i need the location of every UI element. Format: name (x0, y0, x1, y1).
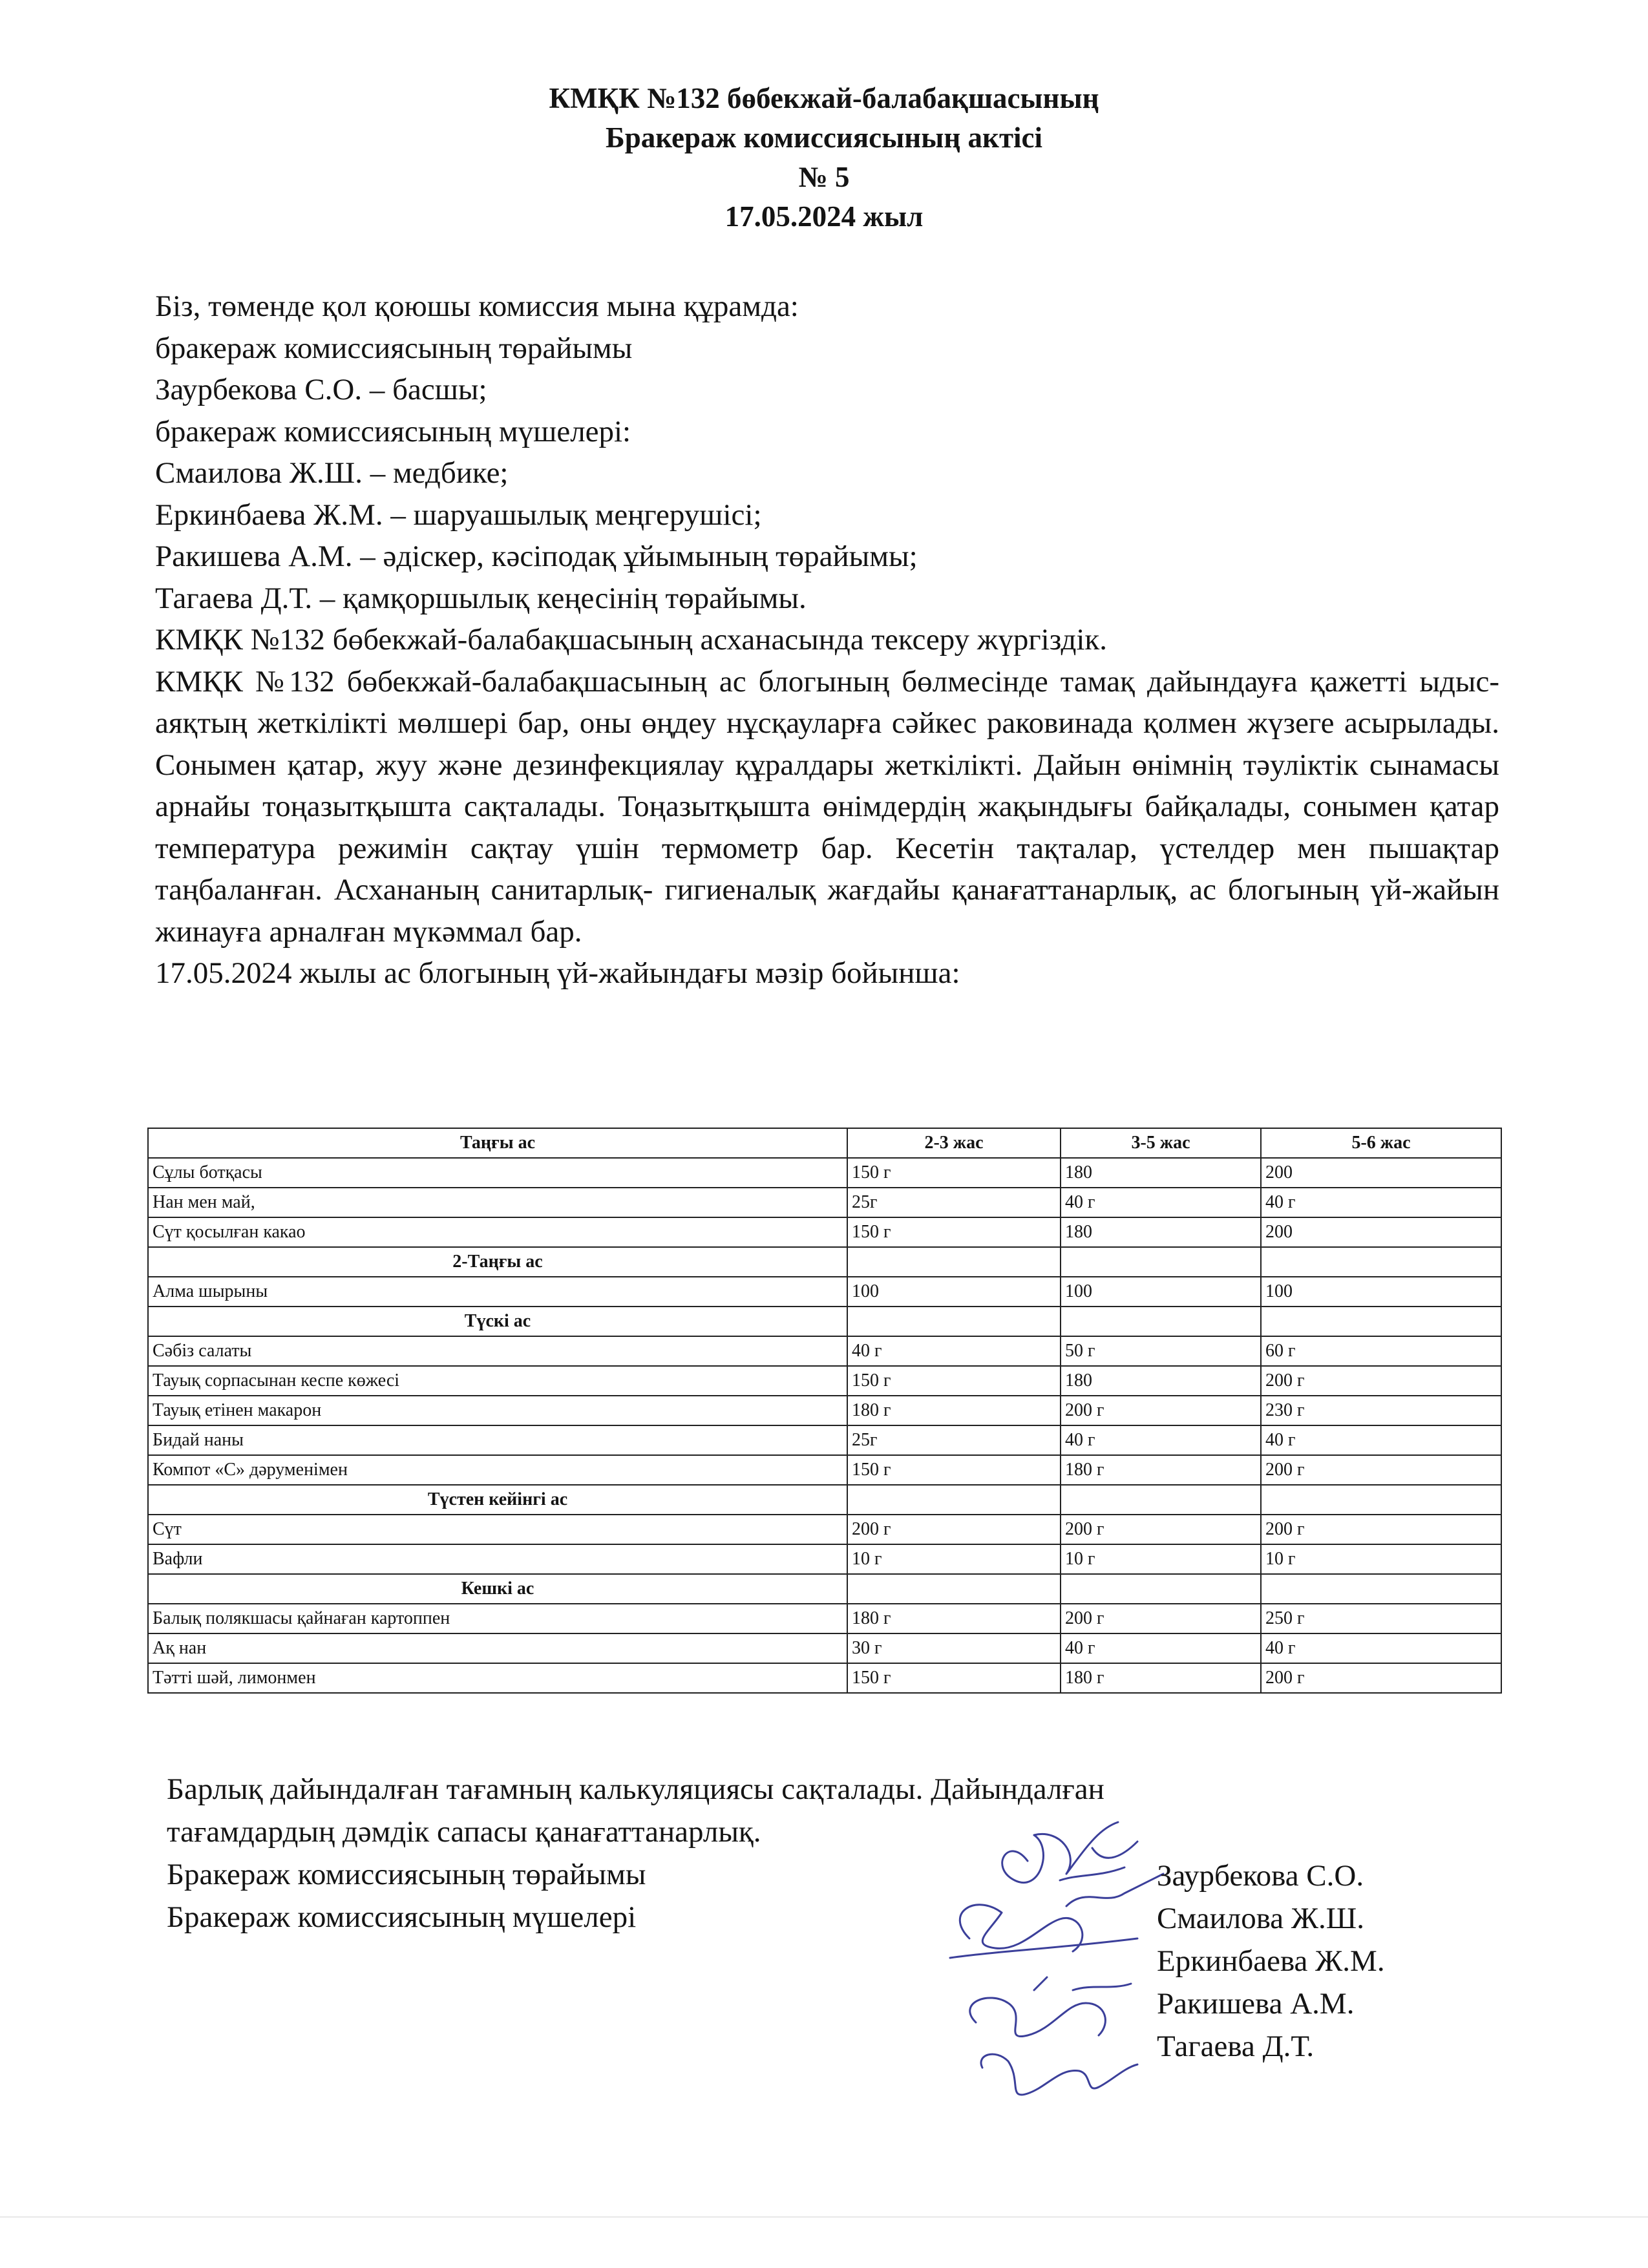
portion-5-6: 230 г (1261, 1396, 1501, 1425)
act-title: Бракераж комиссиясының актісі (605, 121, 1043, 154)
table-row (148, 1515, 1501, 1544)
portion-3-5: 200 г (1061, 1396, 1261, 1425)
portion-5-6: 40 г (1261, 1188, 1501, 1217)
dish-name: Компот «С» дәруменімен (148, 1455, 847, 1485)
portion-5-6: 200 г (1261, 1663, 1501, 1693)
table-row (148, 1544, 1501, 1574)
column-header: 2-3 жас (847, 1128, 1061, 1158)
intro-line: КМҚК №132 бөбекжай-балабақшасының асханасында тексеру жүргіздік. (155, 623, 1107, 656)
closing-line: Барлық дайындалған тағамның калькуляциясы сақталады. Дайындалған (167, 1772, 1104, 1806)
intro-line: бракераж комиссиясының мүшелері: (155, 414, 631, 448)
table-row (148, 1217, 1501, 1247)
members-label: Бракераж комиссиясының мүшелері (167, 1900, 637, 1934)
portion-2-3: 200 г (847, 1515, 1061, 1544)
handwritten-signatures (931, 1809, 1176, 2106)
paragraph-line: тақталар, үстелдер мен пышақтар таңбаланған. Асхананың санитарлық- (155, 831, 1499, 907)
section-title: Түстен кейінгі ас (148, 1485, 847, 1515)
portion-2-3: 25г (847, 1425, 1061, 1455)
dish-name: Алма шырыны (148, 1277, 847, 1307)
portion-5-6: 100 (1261, 1277, 1501, 1307)
portion-2-3: 30 г (847, 1633, 1061, 1663)
portion-3-5: 40 г (1061, 1188, 1261, 1217)
dish-name: Сұлы ботқасы (148, 1158, 847, 1188)
section-row (148, 1307, 1501, 1336)
intro-text (155, 286, 1499, 994)
portion-2-3: 150 г (847, 1455, 1061, 1485)
paragraph-line: дезинфекциялау құралдары жеткілікті. Дайын өнімнің тәуліктік сынамасы арнайы (155, 748, 1500, 823)
signer-name: Ракишева А.М. (1157, 1987, 1355, 2021)
portion-5-6: 200 г (1261, 1455, 1501, 1485)
paragraph-line: сонымен қатар температура режимін сақтау үшін термометр бар. Кесетін (155, 790, 1500, 865)
table-row (148, 1425, 1501, 1455)
dish-name: Вафли (148, 1544, 847, 1574)
dish-name: Балық полякшасы қайнаған картоппен (148, 1604, 847, 1633)
column-header: Таңғы ас (148, 1128, 847, 1158)
signer-name: Смаилова Ж.Ш. (1157, 1902, 1364, 1935)
portion-2-3: 180 г (847, 1604, 1061, 1633)
portion-5-6: 10 г (1261, 1544, 1501, 1574)
document-header (0, 79, 1648, 236)
dish-name: Тауық сорпасынан кеспе көжесі (148, 1366, 847, 1396)
chair-label: Бракераж комиссиясының төрайымы (167, 1858, 646, 1891)
intro-line: Смаилова Ж.Ш. – медбике; (155, 456, 509, 490)
intro-line: Ракишева А.М. – әдіскер, кәсіподақ ұйымының төрайымы; (155, 540, 918, 573)
dish-name: Сәбіз салаты (148, 1336, 847, 1366)
portion-3-5: 180 (1061, 1366, 1261, 1396)
dish-name: Сүт қосылған какао (148, 1217, 847, 1247)
portion-2-3: 40 г (847, 1336, 1061, 1366)
act-number: № 5 (798, 161, 850, 193)
closing-line: тағамдардың дәмдік сапасы қанағаттанарлық. (167, 1815, 761, 1849)
portion-3-5: 40 г (1061, 1633, 1261, 1663)
portion-5-6: 200 г (1261, 1515, 1501, 1544)
portion-2-3: 150 г (847, 1217, 1061, 1247)
portion-3-5: 100 (1061, 1277, 1261, 1307)
paragraph-line: дайындауға қажетті ыдыс-аяқтың жеткілікті мөлшері бар, оны өңдеу нұсқауларға (155, 664, 1500, 740)
portion-3-5: 200 г (1061, 1604, 1261, 1633)
paragraph-line: тоңазытқышта сақталады. Тоңазытқышта өнімдердің жақындығы байқалады, (262, 790, 1291, 823)
table-row (148, 1188, 1501, 1217)
organization-title: КМҚК №132 бөбекжай-балабақшасының (549, 82, 1099, 114)
menu-intro: 17.05.2024 жылы ас блогының үй-жайындағы мәзір бойынша: (155, 956, 960, 990)
portion-5-6: 200 (1261, 1217, 1501, 1247)
portion-3-5: 180 (1061, 1158, 1261, 1188)
section-row (148, 1574, 1501, 1604)
dish-name: Ақ нан (148, 1633, 847, 1663)
page-divider (0, 2216, 1648, 2218)
section-title: Түскі ас (148, 1307, 847, 1336)
table-row (148, 1366, 1501, 1396)
section-row (148, 1485, 1501, 1515)
column-header: 5-6 жас (1261, 1128, 1501, 1158)
portion-2-3: 150 г (847, 1663, 1061, 1693)
section-row (148, 1247, 1501, 1277)
dish-name: Тауық етінен макарон (148, 1396, 847, 1425)
paragraph-line: мүкәммал бар. (392, 914, 582, 949)
intro-line: Еркинбаева Ж.М. – шаруашылық меңгерушісі; (155, 498, 762, 532)
act-date: 17.05.2024 жыл (724, 200, 924, 233)
portion-2-3: 180 г (847, 1396, 1061, 1425)
table-row (148, 1663, 1501, 1693)
signer-name: Еркинбаева Ж.М. (1157, 1944, 1385, 1978)
signer-name: Заурбекова С.О. (1157, 1859, 1364, 1893)
section-title: 2-Таңғы ас (148, 1247, 847, 1277)
intro-line: Тагаева Д.Т. – қамқоршылық кеңесінің төрайымы. (155, 581, 807, 615)
portion-5-6: 200 (1261, 1158, 1501, 1188)
table-row (148, 1633, 1501, 1663)
portion-3-5: 180 (1061, 1217, 1261, 1247)
portion-2-3: 150 г (847, 1366, 1061, 1396)
inspection-paragraph (155, 661, 1499, 953)
table-row (148, 1158, 1501, 1188)
section-title: Кешкі ас (148, 1574, 847, 1604)
table-row (148, 1396, 1501, 1425)
dish-name: Нан мен май, (148, 1188, 847, 1217)
portion-2-3: 10 г (847, 1544, 1061, 1574)
paragraph-line: сәйкес раковинада қолмен жүзеге асырылады. Сонымен қатар, жуу және (155, 706, 1499, 782)
portion-5-6: 250 г (1261, 1604, 1501, 1633)
table-row (148, 1336, 1501, 1366)
portion-5-6: 200 г (1261, 1366, 1501, 1396)
paragraph-line: КМҚК №132 бөбекжай-балабақшасының ас блогының бөлмесінде тамақ (155, 664, 1135, 698)
intro-line: бракераж комиссиясының төрайымы (155, 331, 633, 365)
dish-name: Тәтті шәй, лимонмен (148, 1663, 847, 1693)
signers-list (1157, 1854, 1493, 2068)
signer-name: Тагаева Д.Т. (1157, 2030, 1315, 2063)
table-row (148, 1604, 1501, 1633)
intro-line: Біз, төменде қол қоюшы комиссия мына құрамда: (155, 289, 799, 323)
portion-2-3: 150 г (847, 1158, 1061, 1188)
portion-5-6: 40 г (1261, 1425, 1501, 1455)
dish-name: Бидай наны (148, 1425, 847, 1455)
portion-2-3: 25г (847, 1188, 1061, 1217)
portion-3-5: 40 г (1061, 1425, 1261, 1455)
portion-3-5: 10 г (1061, 1544, 1261, 1574)
portion-3-5: 50 г (1061, 1336, 1261, 1366)
portion-5-6: 40 г (1261, 1633, 1501, 1663)
menu-table (147, 1128, 1502, 1694)
dish-name: Сүт (148, 1515, 847, 1544)
intro-line: Заурбекова С.О. – басшы; (155, 373, 487, 406)
column-header: 3-5 жас (1061, 1128, 1261, 1158)
portion-2-3: 100 (847, 1277, 1061, 1307)
table-row (148, 1455, 1501, 1485)
paragraph-line: гигиеналық жағдайы қанағаттанарлық, ас блогының үй-жайын жинауға арналған (155, 873, 1499, 949)
table-header-row (148, 1128, 1501, 1158)
portion-3-5: 180 г (1061, 1663, 1261, 1693)
table-row (148, 1277, 1501, 1307)
portion-3-5: 200 г (1061, 1515, 1261, 1544)
portion-3-5: 180 г (1061, 1455, 1261, 1485)
portion-5-6: 60 г (1261, 1336, 1501, 1366)
